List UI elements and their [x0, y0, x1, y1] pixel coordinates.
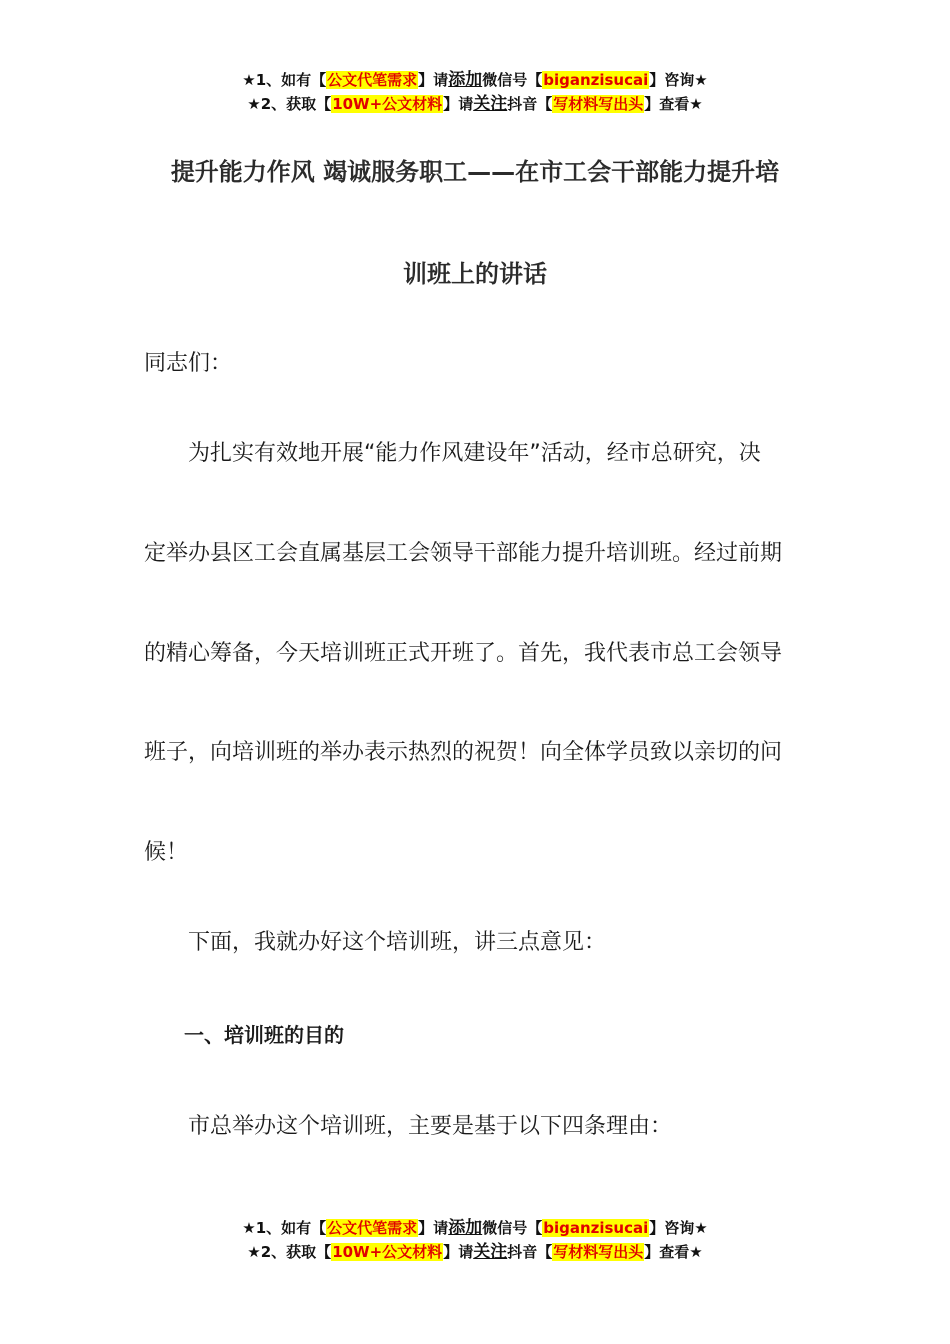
- promo-emphasis: 关注: [473, 94, 508, 114]
- promo-emphasis: 添加: [448, 1218, 483, 1238]
- section-heading: 一、培训班的目的: [144, 1023, 344, 1047]
- promo-highlight: 10W+公文材料: [332, 1243, 443, 1261]
- promo-line-1: [0, 68, 950, 92]
- promo-text: 】请: [418, 71, 449, 89]
- promo-text: 】查看★: [644, 1243, 703, 1261]
- document-title-line-2: 训班上的讲话: [403, 260, 547, 288]
- promo-text: ★1、如有【: [242, 71, 327, 89]
- promo-wechat-id: biganzisucai: [543, 1219, 649, 1237]
- promo-banner-bottom: [0, 1216, 950, 1264]
- promo-text: 】咨询★: [649, 1219, 708, 1237]
- promo-text: ★1、如有【: [242, 1219, 327, 1237]
- promo-emphasis: 添加: [448, 70, 483, 90]
- promo-line-1: [0, 1216, 950, 1240]
- promo-text: ★2、获取【: [247, 1243, 332, 1261]
- promo-douyin-id: 写材料写出头: [553, 1243, 644, 1261]
- promo-text: 】请: [443, 95, 474, 113]
- promo-highlight: 公文代笔需求: [327, 71, 418, 89]
- promo-text: 微信号【: [482, 1219, 543, 1237]
- document-title-line-1: 提升能力作风 竭诚服务职工——在市工会干部能力提升培: [170, 158, 780, 186]
- promo-text: 抖音【: [507, 95, 553, 113]
- body-line: 候！: [144, 840, 189, 865]
- promo-text: 抖音【: [507, 1243, 553, 1261]
- body-line: 下面，我就办好这个培训班，讲三点意见：: [144, 930, 607, 955]
- promo-line-2: [0, 92, 950, 116]
- promo-line-2: [0, 1240, 950, 1264]
- promo-text: 】请: [443, 1243, 474, 1261]
- promo-highlight: 公文代笔需求: [327, 1219, 418, 1237]
- promo-douyin-id: 写材料写出头: [553, 95, 644, 113]
- promo-text: 】咨询★: [649, 71, 708, 89]
- promo-text: 】请: [418, 1219, 449, 1237]
- body-line: 班子，向培训班的举办表示热烈的祝贺！向全体学员致以亲切的问: [144, 740, 783, 765]
- promo-emphasis: 关注: [473, 1242, 508, 1262]
- body-line: 的精心筹备，今天培训班正式开班了。首先，我代表市总工会领导: [144, 641, 783, 666]
- promo-banner-top: [0, 68, 950, 116]
- body-line: 市总举办这个培训班，主要是基于以下四条理由：: [144, 1114, 673, 1139]
- body-line: 定举办县区工会直属基层工会领导干部能力提升培训班。经过前期: [144, 541, 783, 566]
- promo-text: ★2、获取【: [247, 95, 332, 113]
- body-line: 为扎实有效地开展“能力作风建设年”活动，经市总研究，决: [144, 441, 761, 466]
- promo-wechat-id: biganzisucai: [543, 71, 649, 89]
- promo-highlight: 10W+公文材料: [332, 95, 443, 113]
- salutation: 同志们：: [144, 351, 233, 376]
- promo-text: 】查看★: [644, 95, 703, 113]
- promo-text: 微信号【: [482, 71, 543, 89]
